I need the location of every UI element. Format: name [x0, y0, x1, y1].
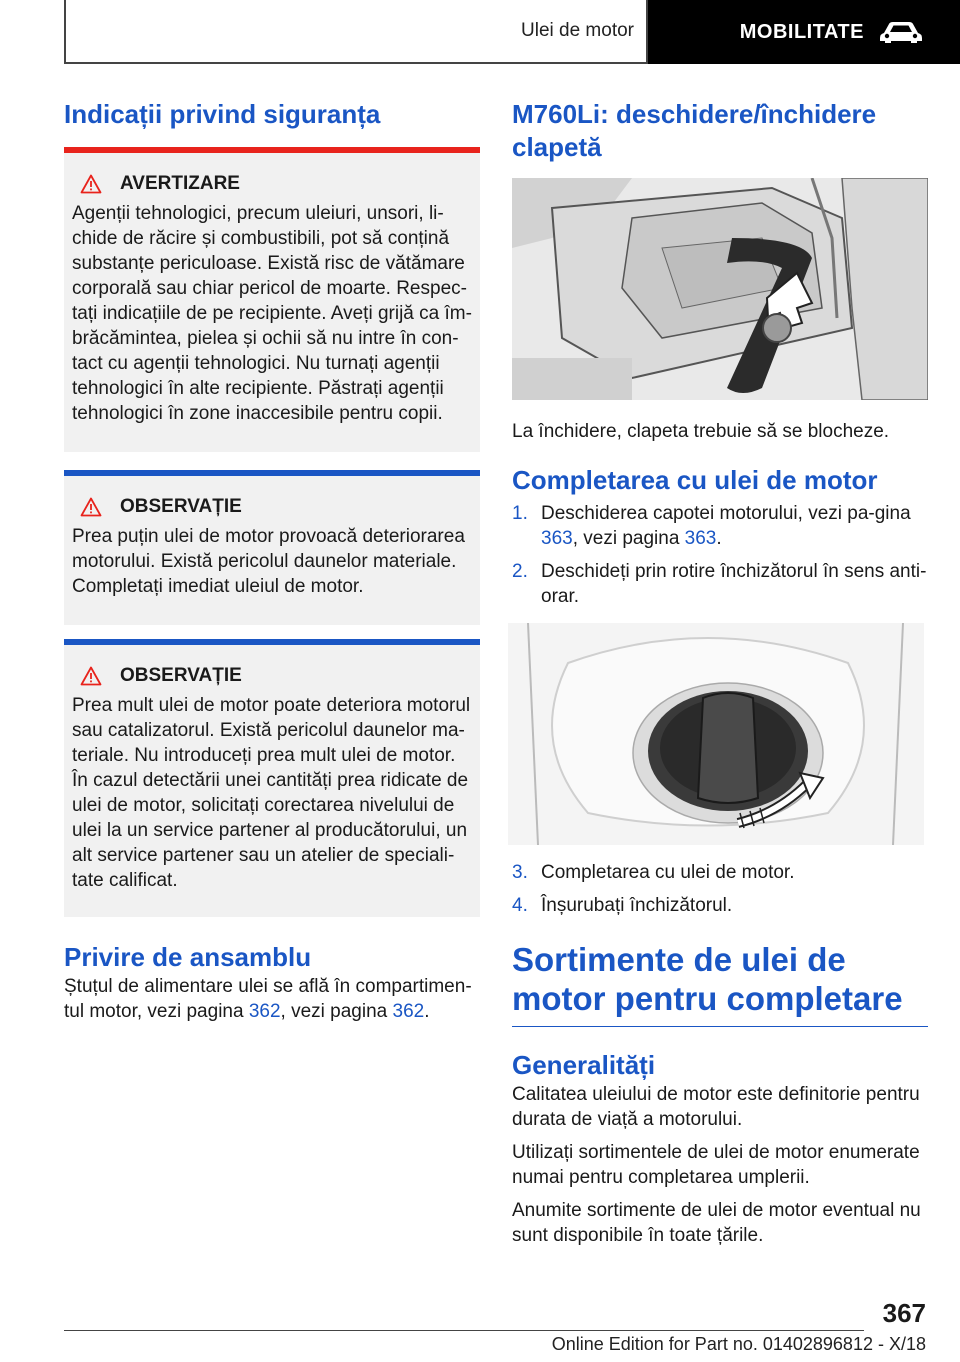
step-number: 1. — [512, 503, 528, 524]
step-text: Deschideți prin rotire închizătorul în sens anti-orar. — [541, 561, 927, 607]
footer-divider — [64, 1330, 864, 1331]
notice2-label: OBSERVAȚIE — [120, 665, 242, 686]
general-paragraph-2: Utilizați sortimentele de ulei de motor enumerate numai pentru completarea umplerii. — [512, 1142, 920, 1188]
step-text: . — [716, 528, 722, 549]
flap-title: M760Li: deschidere/închidere clapetă — [512, 99, 877, 162]
step-text: Înșurubați închizătorul. — [541, 895, 733, 916]
refill-steps-a — [512, 501, 928, 609]
general-title: Generalități — [512, 1050, 656, 1080]
list-item — [512, 559, 928, 609]
warning-label: AVERTIZARE — [120, 173, 240, 194]
overview-text-part: Ștuțul de alimentare ulei se află în compartimen-tul motor, vezi pagina — [64, 976, 472, 1022]
step-number: 2. — [512, 561, 528, 582]
step-text: , vezi pagina — [572, 528, 685, 549]
warning-triangle-icon — [80, 174, 102, 194]
flap-caption: La închidere, clapeta trebuie să se blocheze. — [512, 421, 890, 442]
oil-filler-cap-image — [508, 623, 924, 845]
notice1-box — [64, 476, 480, 625]
overview-text — [64, 974, 480, 1024]
overview-text-part: , vezi pagina — [280, 1001, 393, 1022]
list-item — [512, 501, 928, 551]
left-column — [64, 98, 480, 1024]
step-text: Completarea cu ulei de motor. — [541, 862, 795, 883]
engine-cover-image — [512, 178, 928, 400]
page-link-362[interactable]: 362 — [392, 1001, 425, 1022]
warning-text: Agenții tehnologici, precum uleiuri, unsori, li-chide de răcire și combustibili, pot să conțină substanțe periculoase. Există risc de vătămare corporală sau chiar pericol de moarte. Respec-tați indicațiile de pe recipiente. Aveți grijă ca îm-brăcămintea, pielea și ochii să nu intre în con-tact cu agenții tehnologici. Nu turnați agenții tehnologici în alte recipiente. Păstrați agenții tehnologici în zone inaccesibile pentru copii. — [72, 203, 472, 424]
section-title: Ulei de motor — [521, 20, 634, 41]
right-column — [512, 98, 928, 1248]
step-number: 3. — [512, 862, 528, 883]
refill-title: Completarea cu ulei de motor — [512, 465, 878, 495]
overview-text-part: . — [424, 1001, 430, 1022]
notice2-text: Prea mult ulei de motor poate deteriora motorul sau catalizatorul. Există pericolul daunelor ma-teriale. Nu introduceți prea mult ulei de motor. În cazul detectării unei cantități prea ridicate de ulei de motor, solicitați corectarea nivelului de ulei la un service partener al producătorului, un alt service partener sau un atelier de speciali-tate calificat. — [72, 695, 471, 891]
warning-triangle-icon — [80, 666, 102, 686]
general-paragraph-3: Anumite sortimente de ulei de motor eventual nu sunt disponibile în toate țările. — [512, 1200, 921, 1246]
page-link-362[interactable]: 362 — [248, 1001, 281, 1022]
chapter-title: MOBILITATE — [739, 20, 864, 43]
overview-title: Privire de ansamblu — [64, 942, 312, 972]
safety-title: Indicații privind siguranța — [64, 99, 381, 129]
warning-box — [64, 153, 480, 452]
step-number: 4. — [512, 895, 528, 916]
page-number: 367 — [882, 1298, 926, 1328]
page-link-363[interactable]: 363 — [541, 528, 573, 549]
general-paragraph-1: Calitatea uleiului de motor este definitorie pentru durata de viață a motorului. — [512, 1084, 920, 1130]
refill-steps-b — [512, 860, 928, 918]
step-text: Deschiderea capotei motorului, vezi pa-gina — [541, 503, 911, 524]
notice1-text: Prea puțin ulei de motor provoacă deteriorarea motorului. Există pericolul daunelor materiale. Completați imediat uleiul de motor. — [72, 526, 465, 597]
edition-note: Online Edition for Part no. 01402896812 - X/18 — [551, 1334, 926, 1354]
page-link-363[interactable]: 363 — [684, 528, 717, 549]
warning-triangle-icon — [80, 497, 102, 517]
notice2-box — [64, 645, 480, 917]
notice1-label: OBSERVAȚIE — [120, 496, 242, 517]
chapter-tab[interactable] — [648, 0, 960, 64]
list-item — [512, 893, 928, 918]
header-frame — [64, 0, 648, 64]
car-icon — [878, 19, 924, 45]
list-item — [512, 860, 928, 885]
grades-title: Sortimente de ulei de motor pentru completare — [512, 941, 903, 1017]
